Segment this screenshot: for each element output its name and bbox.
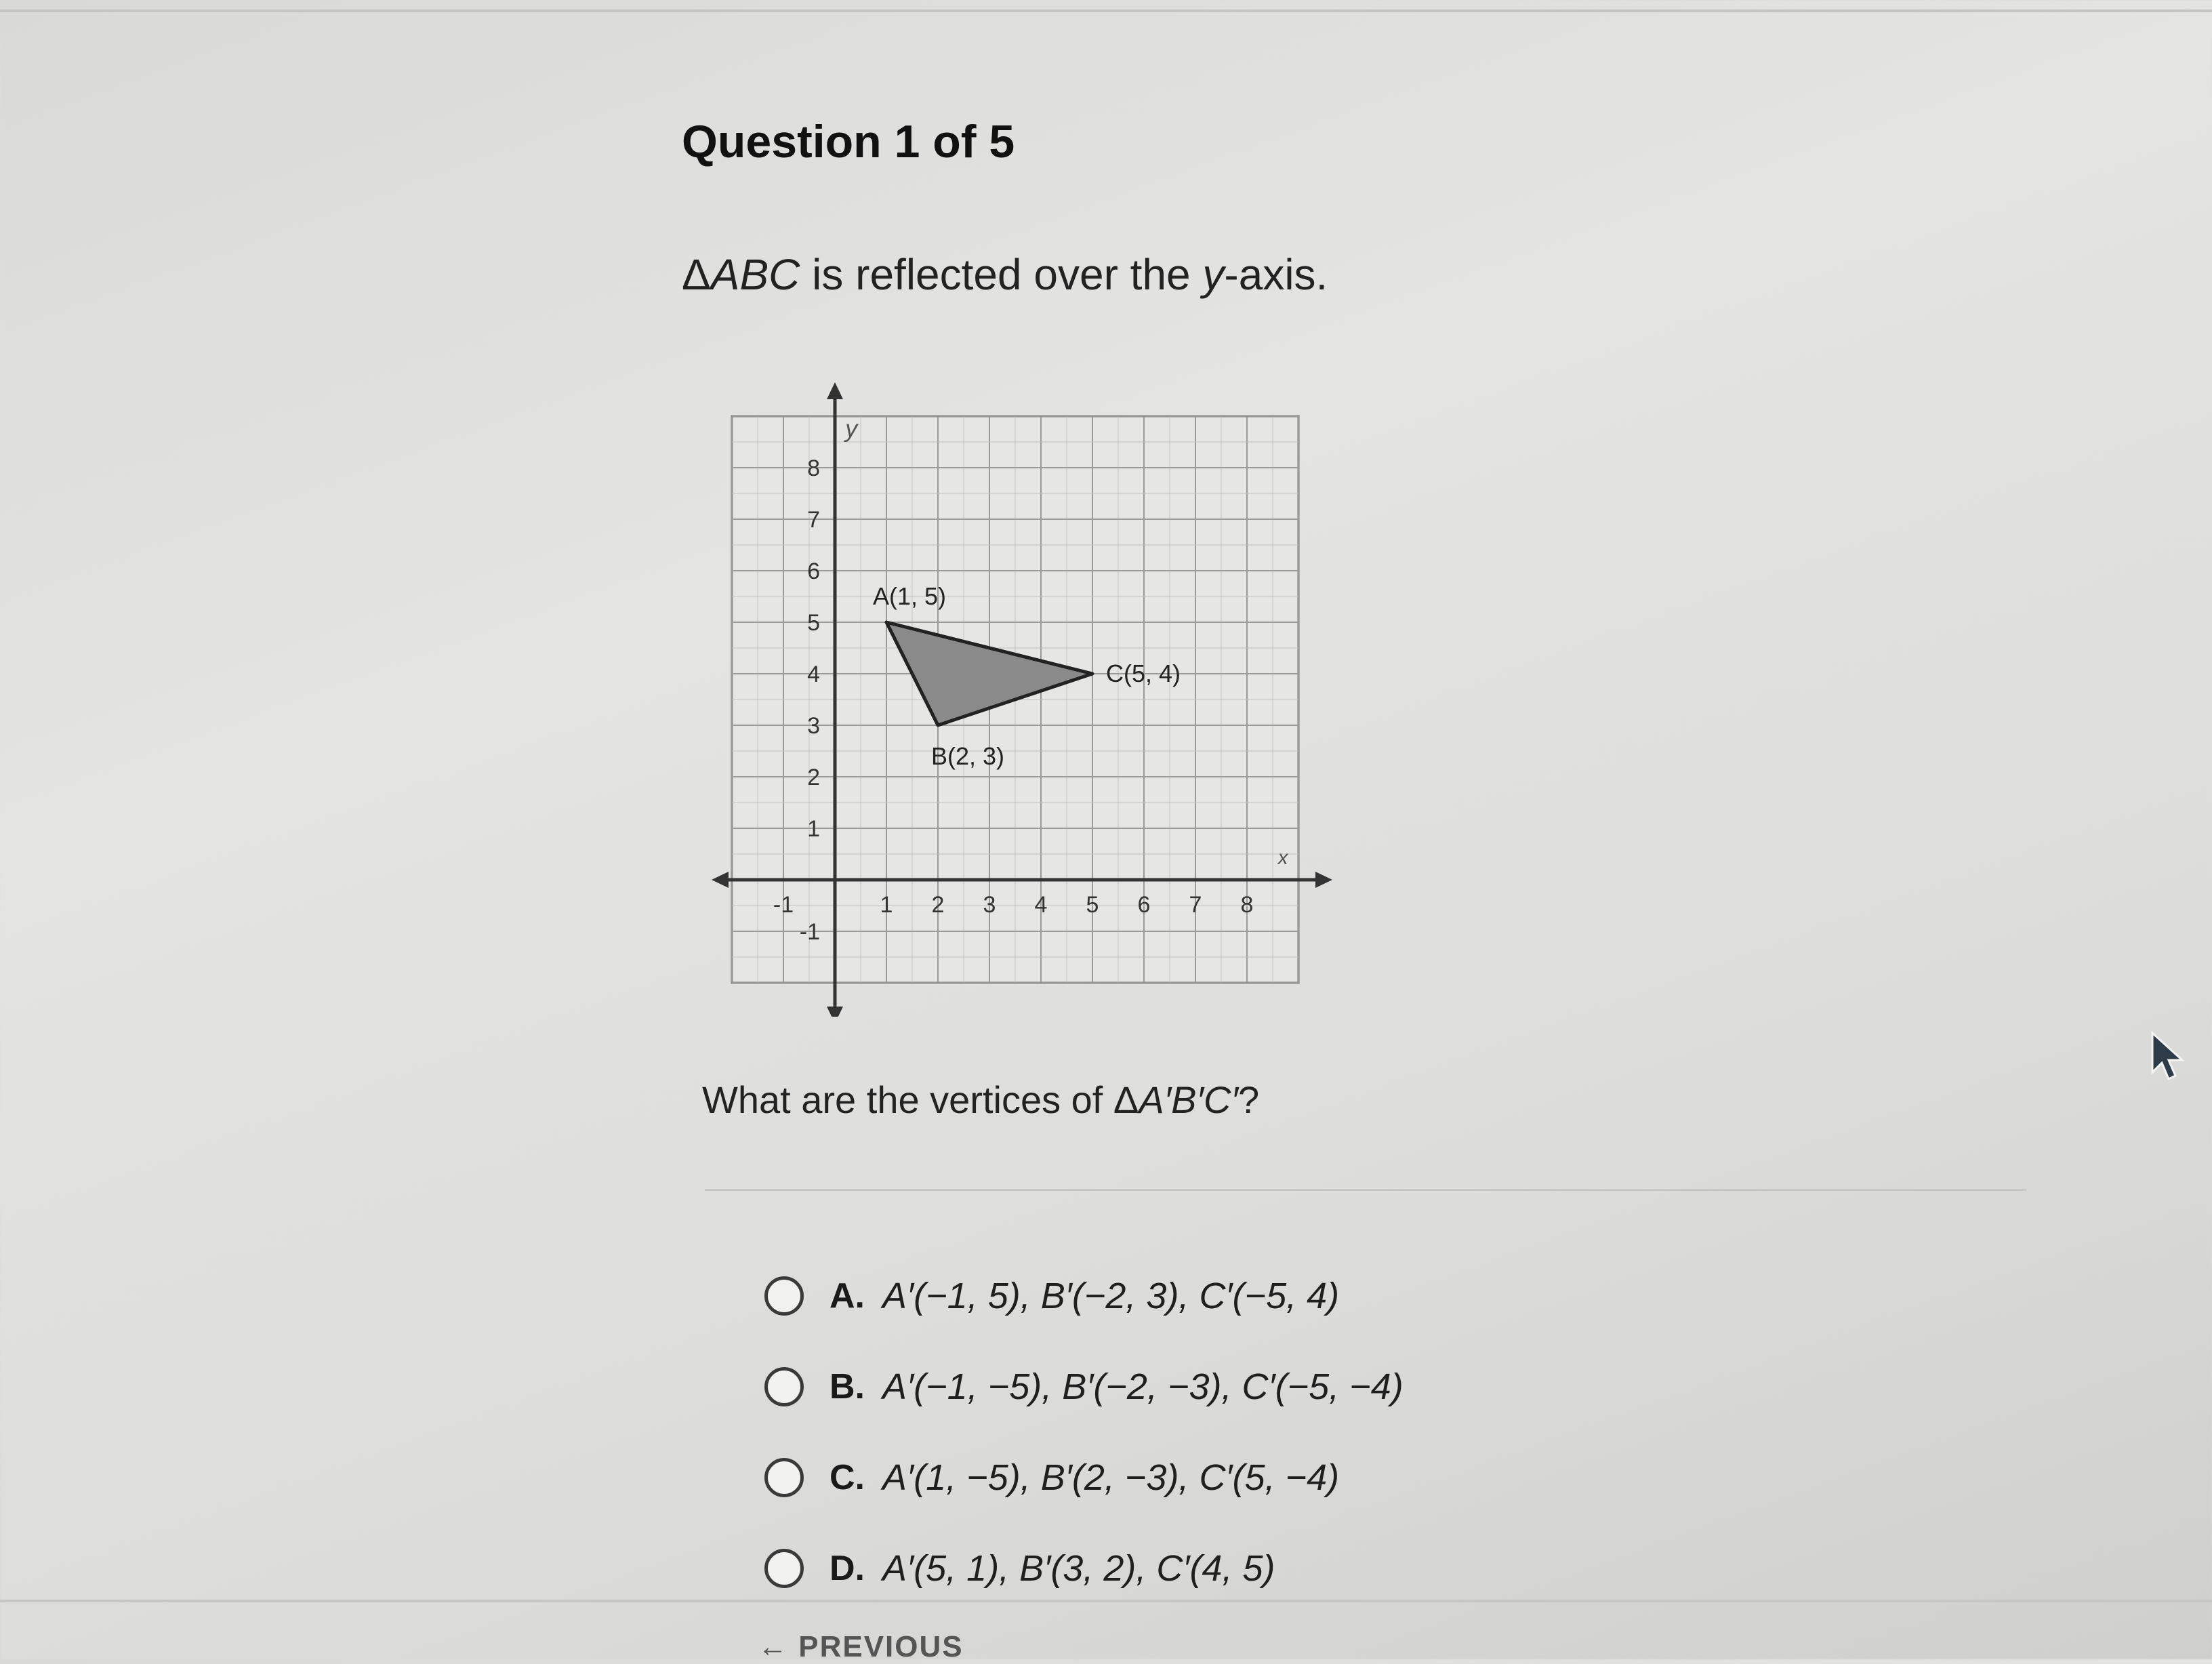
bottom-divider [0,1600,2212,1602]
x-axis-label: x [1277,847,1288,870]
top-divider [0,9,2212,12]
choice-letter: A. [830,1276,865,1316]
sub-question-math: A′B′C′ [1139,1078,1238,1121]
x-axis-arrow-right [1315,872,1332,888]
x-tick-label: -1 [773,892,794,918]
y-tick-label: 7 [807,507,820,533]
answer-choices [764,1251,1404,1614]
previous-button[interactable]: ← PREVIOUS [758,1630,964,1663]
sub-question-text: What are the vertices of Δ [702,1078,1139,1121]
coordinate-graph [698,380,1349,1020]
sub-question-suffix: ? [1237,1078,1260,1121]
vertex-label: B(2, 3) [931,742,1005,770]
graph-svg [698,380,1349,1017]
radio-button-icon[interactable] [764,1549,804,1588]
y-axis-arrow-up [827,382,843,399]
prompt-suffix-text: -axis. [1224,250,1328,299]
choice-letter: D. [830,1549,865,1588]
radio-button-icon[interactable] [764,1367,804,1406]
radio-button-icon[interactable] [764,1276,804,1316]
vertex-label: A(1, 5) [873,582,947,610]
choice-text: A′(1, −5), B′(2, −3), C′(5, −4) [882,1457,1340,1498]
answer-divider [705,1189,2026,1191]
x-tick-label: 4 [1034,892,1048,918]
x-tick-label: 1 [880,892,893,918]
x-tick-label: 5 [1086,892,1099,918]
triangle-name: ABC [710,250,800,299]
x-tick-label: 6 [1137,892,1151,918]
axis-name: y [1202,250,1225,299]
y-tick-label: 5 [807,610,820,636]
mouse-pointer-icon [2148,1030,2189,1088]
x-tick-label: 8 [1240,892,1254,918]
prompt-mid-text: is reflected over the [800,250,1203,299]
triangle-symbol: Δ [682,250,711,299]
choice-a[interactable] [764,1251,1404,1341]
y-tick-label: 1 [807,816,820,842]
choice-text: A′(−1, −5), B′(−2, −3), C′(−5, −4) [882,1366,1404,1407]
sub-question [702,1078,1259,1122]
x-tick-label: 2 [931,892,945,918]
vertex-label: C(5, 4) [1106,659,1181,687]
choice-letter: B. [830,1367,865,1406]
y-axis-label: y [845,414,858,443]
y-tick-label: 2 [807,765,820,790]
x-tick-label: 3 [983,892,996,918]
choice-letter: C. [830,1458,865,1497]
question-title: Question 1 of 5 [682,116,1015,167]
radio-button-icon[interactable] [764,1458,804,1497]
y-tick-label: 6 [807,559,820,584]
choice-text: A′(5, 1), B′(3, 2), C′(4, 5) [882,1548,1275,1589]
x-axis-arrow-left [712,872,729,888]
y-tick-label: 3 [807,713,820,739]
y-tick-label: 4 [807,662,820,687]
choice-b[interactable] [764,1341,1404,1432]
choice-c[interactable] [764,1432,1404,1523]
question-prompt [682,249,1328,300]
choice-text: A′(−1, 5), B′(−2, 3), C′(−5, 4) [882,1276,1340,1316]
x-tick-label: 7 [1189,892,1202,918]
y-axis-arrow-down [827,1007,843,1017]
y-tick-label: -1 [799,919,820,945]
y-tick-label: 8 [807,455,820,481]
